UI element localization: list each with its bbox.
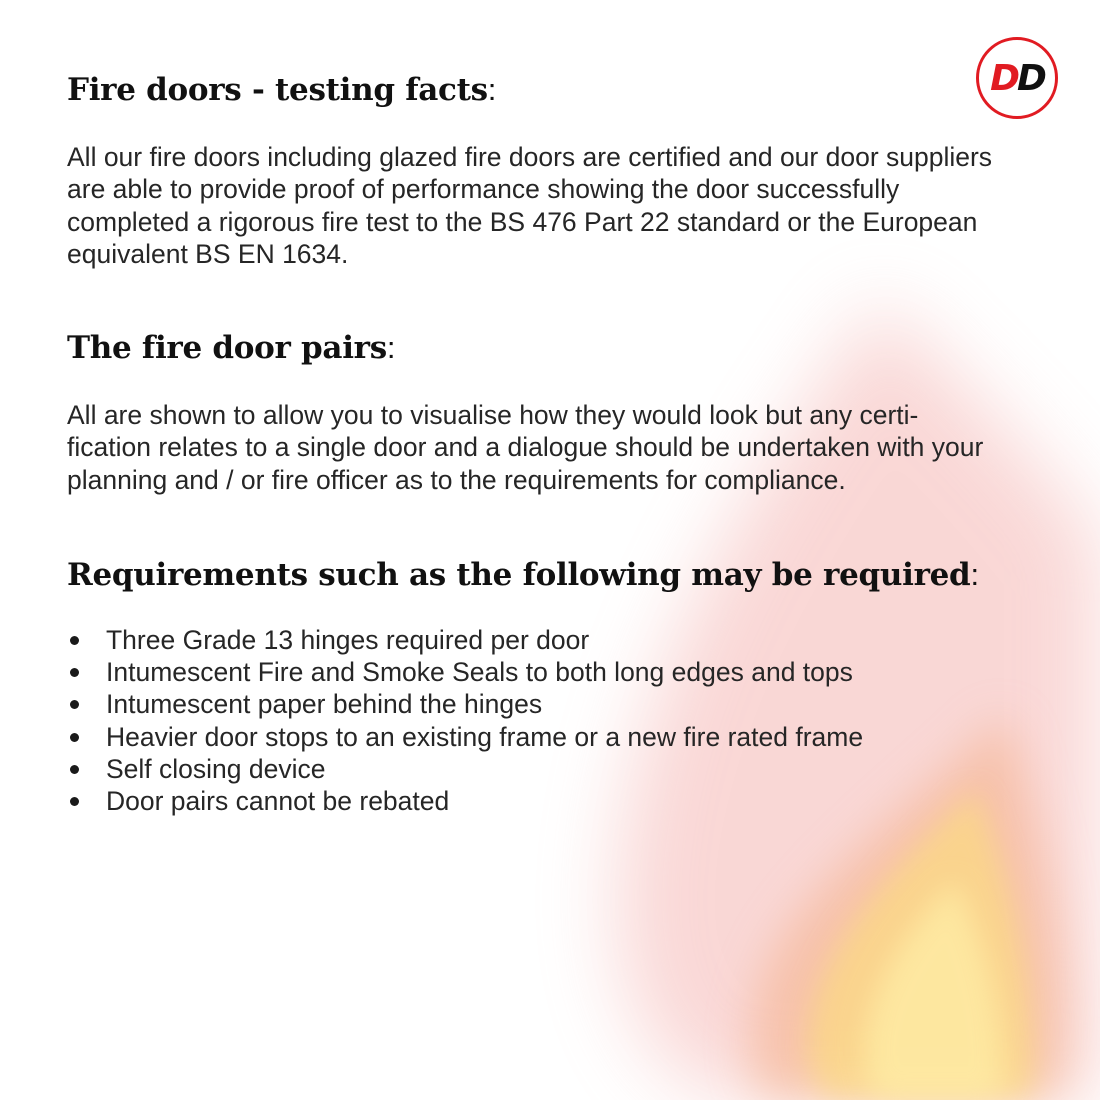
heading-requirements (67, 557, 979, 593)
heading-testing-facts-text: Fire doors - testing facts (67, 72, 488, 108)
requirement-item (67, 688, 863, 720)
requirement-item (67, 753, 863, 785)
requirements-list (67, 624, 863, 817)
requirement-text: Door pairs cannot be rebated (106, 786, 450, 817)
bullet-icon (70, 700, 79, 709)
requirement-text: Intumescent Fire and Smoke Seals to both long edges and tops (106, 657, 853, 688)
bullet-icon (70, 765, 79, 774)
requirement-item (67, 785, 863, 817)
bullet-icon (70, 797, 79, 806)
bullet-icon (70, 668, 79, 677)
heading-colon: : (487, 72, 497, 107)
heading-colon: : (386, 330, 396, 365)
logo-letter-red: D (990, 57, 1017, 99)
bullet-icon (70, 636, 79, 645)
testing-facts-paragraph: All our fire doors including glazed fire doors are certified and our door suppliers are able to provide proof of performance showing the door successfully completed a rigorous fire test to the BS 476 Part 22 standard or the European equivalent BS EN 1634. (67, 142, 993, 270)
fire-door-pairs-paragraph: All are shown to allow you to visualise how they would look but any certi- fication relates to a single door and a dialogue should be undertaken with your planning and / or fire officer as to the requirements for compliance. (67, 400, 984, 495)
requirement-text: Intumescent paper behind the hinges (106, 689, 543, 720)
heading-requirements-text: Requirements such as the following may be required (67, 557, 971, 593)
bullet-icon (70, 733, 79, 742)
heading-testing-facts (67, 72, 496, 108)
dd-logo (976, 37, 1058, 119)
heading-fire-door-pairs (67, 330, 395, 366)
logo-letter-black: D (1017, 57, 1044, 99)
requirement-item (67, 624, 863, 656)
requirement-text: Three Grade 13 hinges required per door (106, 625, 590, 655)
requirement-text: Heavier door stops to an existing frame or a new fire rated frame (106, 721, 864, 752)
heading-fire-door-pairs-text: The fire door pairs (67, 330, 387, 366)
heading-colon: : (970, 557, 979, 592)
requirement-item (67, 721, 863, 753)
requirement-text: Self closing device (106, 753, 326, 784)
requirement-item (67, 656, 863, 688)
